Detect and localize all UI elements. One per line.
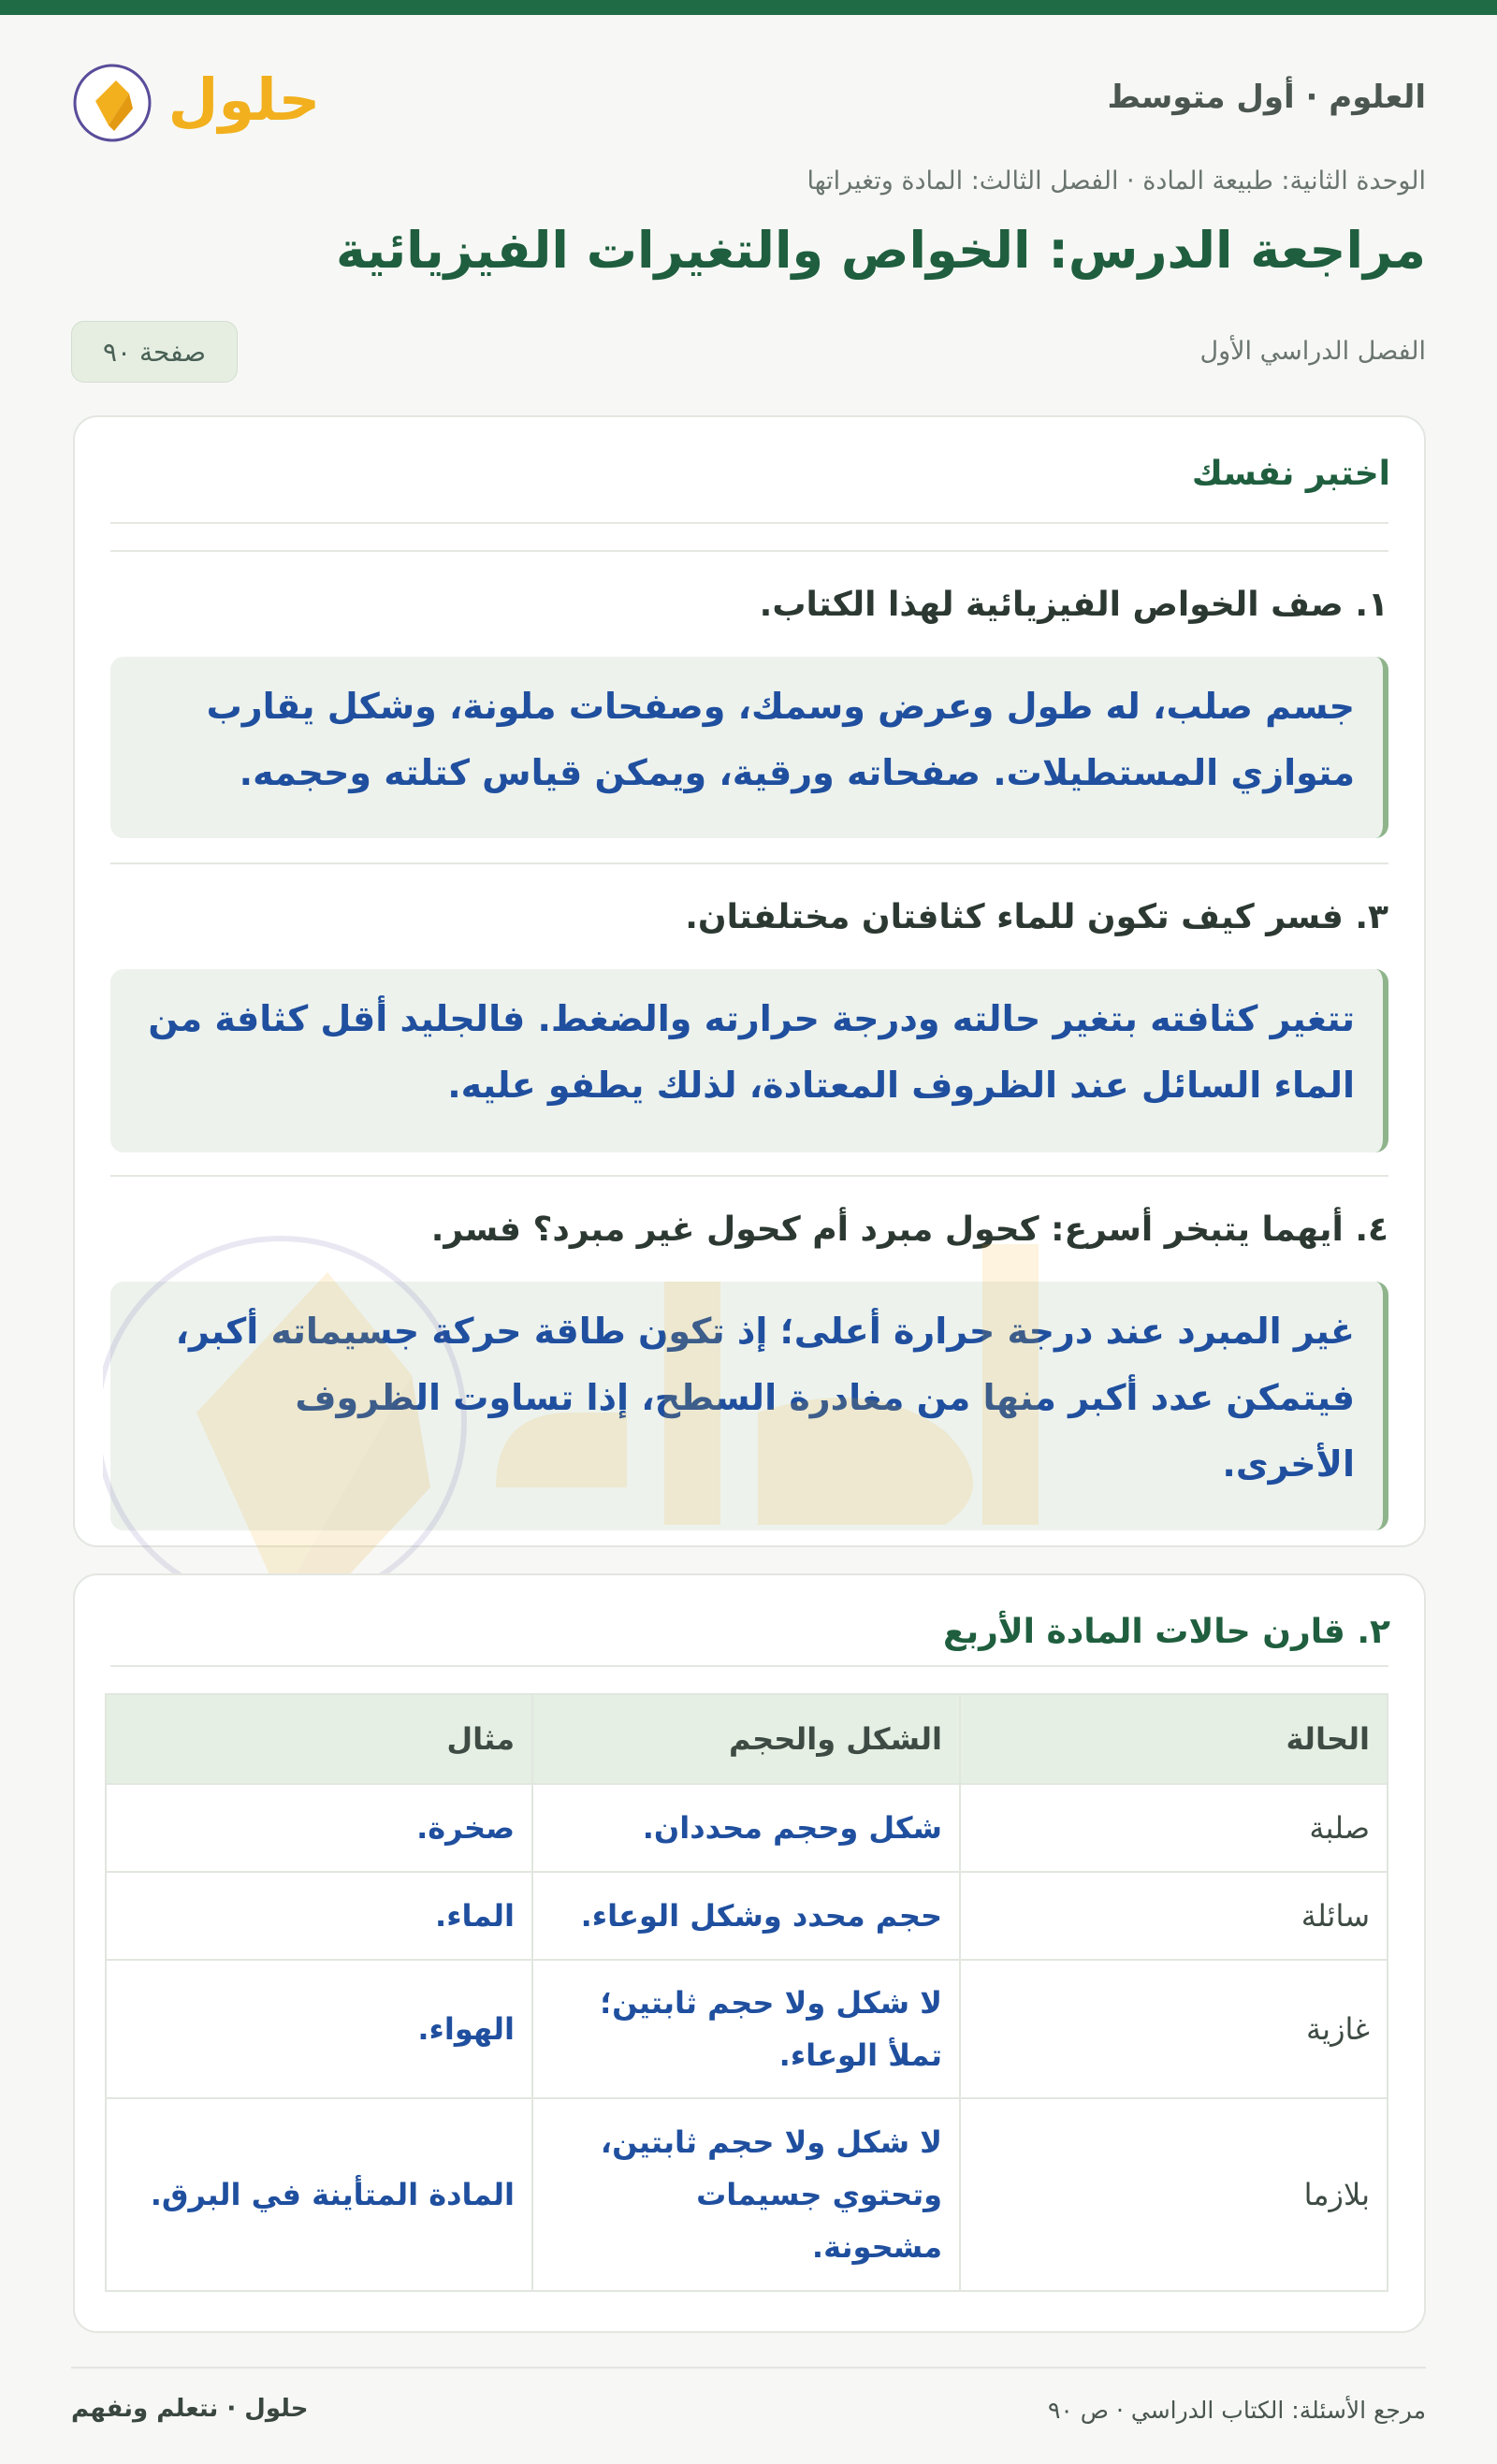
semester-label: الفصل الدراسي الأول xyxy=(1199,337,1426,366)
shape-cell: لا شكل ولا حجم ثابتين؛ تملأ الوعاء. xyxy=(532,1960,960,2098)
answer-line: جسم صلب، له طول وعرض وسمك، وصفحات ملونة، وشكل يقارب xyxy=(206,686,1355,727)
shape-cell: شكل وحجم محددان. xyxy=(532,1784,960,1872)
state-cell: صلبة xyxy=(960,1784,1388,1872)
state-cell: بلازما xyxy=(960,2098,1388,2291)
compare-states-card xyxy=(73,1573,1426,2333)
table-row xyxy=(106,1784,1388,1872)
answer-box xyxy=(110,657,1388,838)
example-cell: صخرة. xyxy=(106,1784,532,1872)
answer-line: الأخرى. xyxy=(1222,1443,1355,1485)
answer-line: متوازي المستطيلات. صفحاته ورقية، ويمكن قياس كتلته وحجمه. xyxy=(239,752,1355,793)
section-divider xyxy=(110,522,1388,524)
answer-line: تتغير كثافته بتغير حالته ودرجة حرارته والضغط. فالجليد أقل كثافة من xyxy=(148,998,1355,1039)
column-header-example: مثال xyxy=(106,1694,532,1784)
footer-brand: حلول · نتعلم ونفهم xyxy=(71,2395,309,2423)
states-table xyxy=(105,1693,1388,2292)
question-block xyxy=(110,586,1388,838)
column-header-state: الحالة xyxy=(960,1694,1388,1784)
logo-text: حلول xyxy=(167,65,321,134)
footer-divider xyxy=(71,2367,1426,2369)
section-title: اختبر نفسك xyxy=(1191,455,1390,493)
question-text: ٤. أيهما يتبخر أسرع: كحول مبرد أم كحول غير مبرد؟ فسر. xyxy=(430,1210,1388,1249)
test-yourself-card xyxy=(73,415,1426,1547)
table-header-row xyxy=(106,1694,1388,1784)
page-number-badge: صفحة ٩٠ xyxy=(71,321,238,383)
answer-box xyxy=(110,969,1388,1152)
question-divider xyxy=(110,1175,1388,1177)
shape-cell: حجم محدد وشكل الوعاء. xyxy=(532,1872,960,1960)
page-header xyxy=(71,52,1426,155)
question-block xyxy=(110,898,1388,1152)
shape-cell: لا شكل ولا حجم ثابتين، وتحتوي جسيمات مشحونة. xyxy=(532,2098,960,2291)
section-title: ٢. قارن حالات المادة الأربع xyxy=(943,1613,1390,1651)
example-cell: الهواء. xyxy=(106,1960,532,2098)
question-divider xyxy=(110,862,1388,864)
question-text: ١. صف الخواص الفيزيائية لهذا الكتاب. xyxy=(759,586,1388,624)
subject-label: العلوم · أول متوسط xyxy=(1107,79,1426,116)
footer-reference: مرجع الأسئلة: الكتاب الدراسي · ص ٩٠ xyxy=(1047,2397,1426,2424)
section-divider xyxy=(110,550,1388,552)
state-cell: سائلة xyxy=(960,1872,1388,1960)
top-accent-bar xyxy=(0,0,1497,15)
answer-box xyxy=(110,1282,1388,1530)
page-title: مراجعة الدرس: الخواص والتغيرات الفيزيائية xyxy=(336,221,1426,280)
state-cell: غازية xyxy=(960,1960,1388,2098)
table-row xyxy=(106,1872,1388,1960)
question-block xyxy=(110,1210,1388,1510)
answer-line: فيتمكن عدد أكبر منها من مغادرة السطح، إذا تساوت الظروف xyxy=(295,1377,1355,1418)
section-divider xyxy=(110,1665,1388,1667)
hulul-logo[interactable] xyxy=(71,56,324,150)
table-row xyxy=(106,1960,1388,2098)
answer-line: غير المبرد عند درجة حرارة أعلى؛ إذ تكون طاقة حركة جسيماته أكبر، xyxy=(175,1311,1355,1352)
breadcrumb: الوحدة الثانية: طبيعة المادة · الفصل الثالث: المادة وتغيراتها xyxy=(807,167,1426,196)
answer-line: الماء السائل عند الظروف المعتادة، لذلك يطفو عليه. xyxy=(447,1065,1355,1106)
table-row xyxy=(106,2098,1388,2291)
example-cell: المادة المتأينة في البرق. xyxy=(106,2098,532,2291)
column-header-shape-volume: الشكل والحجم xyxy=(532,1694,960,1784)
example-cell: الماء. xyxy=(106,1872,532,1960)
question-text: ٣. فسر كيف تكون للماء كثافتان مختلفتان. xyxy=(685,898,1388,936)
